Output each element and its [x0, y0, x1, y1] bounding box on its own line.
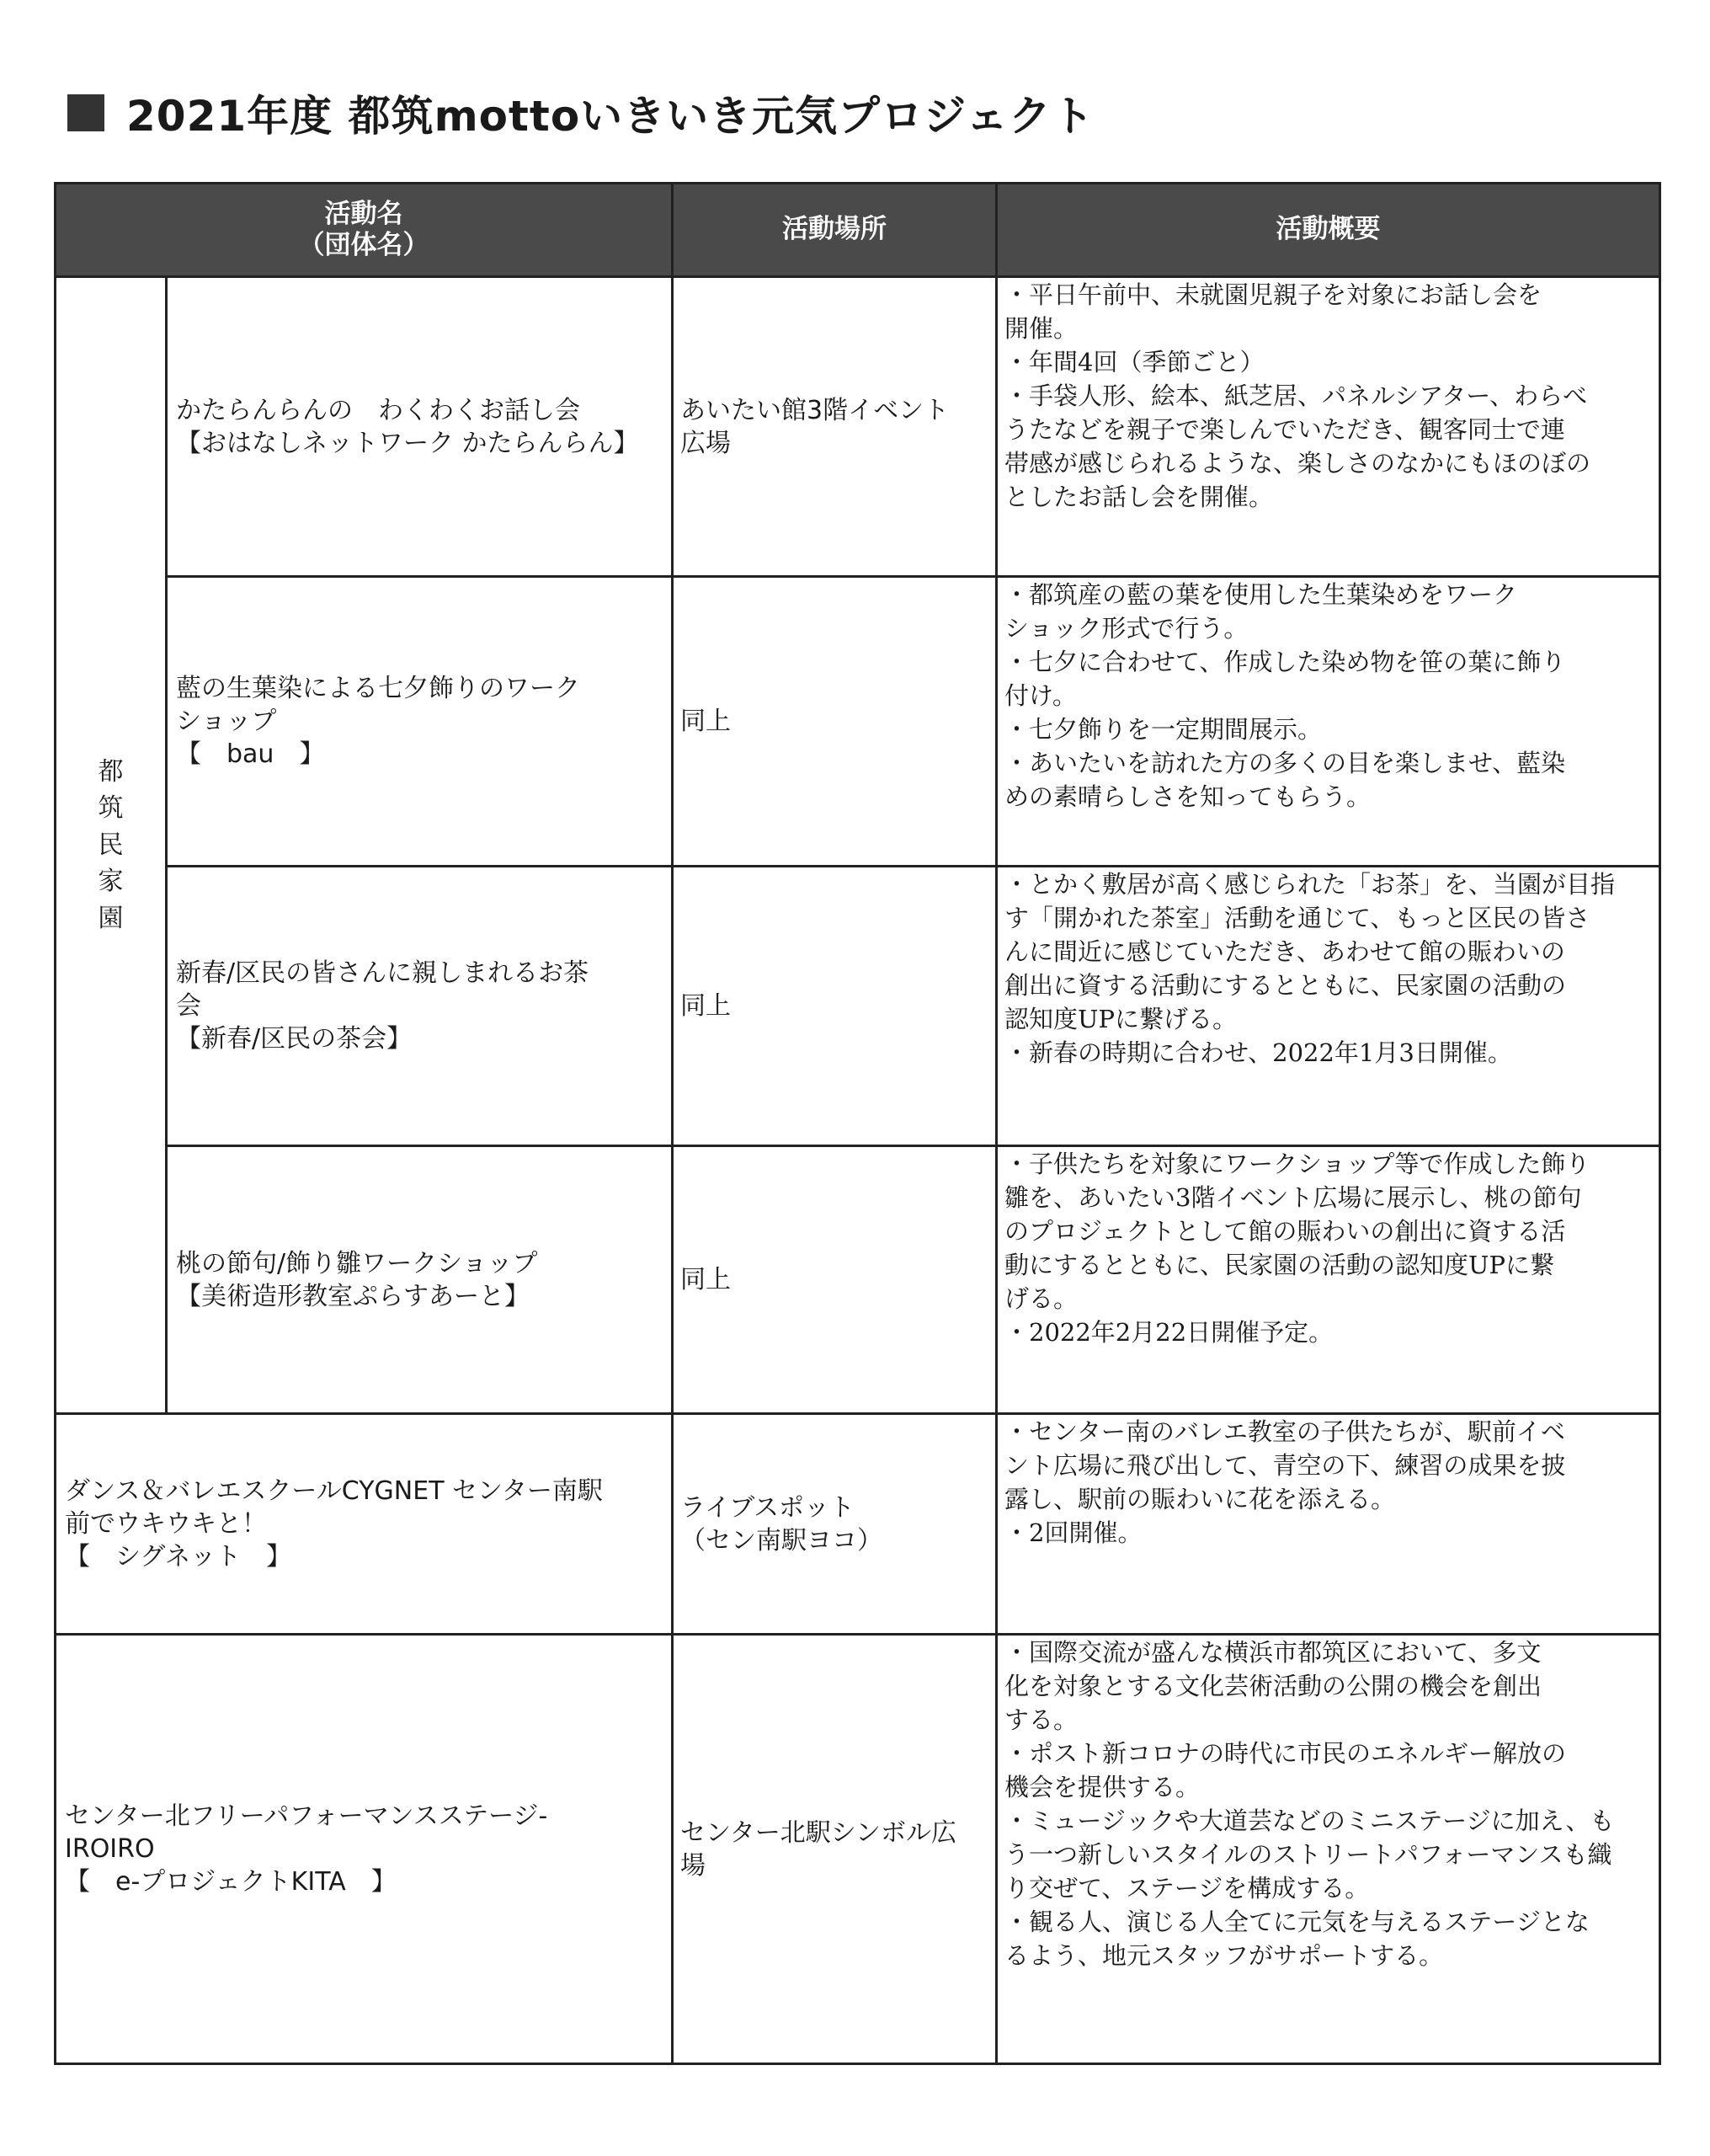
- summary-line: する。: [1004, 1705, 1079, 1735]
- summary-line: げる。: [1004, 1284, 1079, 1314]
- activity-name-cell: [167, 1146, 673, 1414]
- summary-line: ・平日午前中、未就園児親子を対象にお話し会を: [1004, 280, 1542, 309]
- summary-line: 創出に資する活動にするとともに、民家園の活動の: [1004, 971, 1567, 1001]
- activity-summary-cell: [997, 1414, 1660, 1635]
- summary-line: 付け。: [1004, 681, 1077, 711]
- activity-name-cell: [167, 867, 673, 1146]
- summary-line: るよう、地元スタッフがサポートする。: [1004, 1941, 1444, 1971]
- summary-line: ・都筑産の藍の葉を使用した生葉染めをワーク: [1004, 580, 1518, 609]
- table-row: [56, 867, 1660, 1146]
- group-label-char: 家: [98, 867, 124, 897]
- activity-summary-cell: [997, 1146, 1660, 1414]
- group-label-char: 園: [98, 903, 124, 933]
- summary-line: 認知度UPに繋げる。: [1004, 1005, 1237, 1034]
- summary-line: ・ポスト新コロナの時代に市民のエネルギー解放の: [1004, 1739, 1567, 1769]
- group-label-char: 民: [98, 830, 124, 860]
- summary-line: ・2回開催。: [1004, 1518, 1143, 1548]
- activity-place-line: 広場: [680, 428, 731, 458]
- summary-line: ・ミュージックや大道芸などのミニステージに加え、も: [1004, 1806, 1615, 1836]
- activity-place-line: あいたい館3階イベント: [680, 395, 950, 425]
- summary-line: ント広場に飛び出して、青空の下、練習の成果を披: [1004, 1451, 1566, 1481]
- summary-line: ・手袋人形、絵本、紙芝居、パネルシアター、わらべ: [1004, 382, 1588, 411]
- activity-place-cell: [673, 1146, 997, 1414]
- summary-line: のプロジェクトとして館の賑わいの創出に資する活: [1004, 1217, 1566, 1246]
- header-activity-name: [56, 184, 673, 277]
- activity-place-line: 同上: [680, 707, 731, 736]
- activity-name-line: 藍の生葉染による七夕飾りのワーク: [176, 674, 580, 703]
- summary-line: ・とかく敷居が高く感じられた「お茶」を、当園が目指: [1004, 870, 1616, 899]
- activity-name-line: ダンス＆バレエスクールCYGNET センター南駅: [65, 1476, 603, 1506]
- activity-summary-cell: [997, 867, 1660, 1146]
- activity-name-line: 桃の節句/飾り雛ワークショップ: [176, 1248, 538, 1278]
- activity-name-line: かたらんらんの わくわくお話し会: [176, 395, 580, 425]
- activity-name-line: 新春/区民の皆さんに親しまれるお茶: [176, 958, 589, 988]
- summary-line: う一つ新しいスタイルのストリートパフォーマンスも織: [1004, 1840, 1612, 1870]
- table-row: [56, 1146, 1660, 1414]
- table-row: [56, 277, 1660, 577]
- project-table: [54, 182, 1661, 2065]
- activity-summary-cell: [997, 1635, 1660, 2064]
- activity-name-cell: [56, 1414, 673, 1635]
- activity-place-line: 場: [680, 1850, 706, 1881]
- activity-group-line: 【新春/区民の茶会】: [176, 1024, 413, 1054]
- header-activity-name-line1: 活動名: [324, 198, 403, 229]
- summary-line: としたお話し会を開催。: [1004, 483, 1274, 512]
- summary-line: 機会を提供する。: [1004, 1773, 1201, 1802]
- activity-place-cell: [673, 1635, 997, 2064]
- table-row: [56, 1635, 1660, 2064]
- activity-name-line: 前でウキウキと！: [65, 1509, 267, 1539]
- summary-line: うたなどを親子で楽しんでいただき、観客同士で連: [1004, 415, 1565, 445]
- title-square-bullet: [67, 94, 104, 131]
- activity-summary-cell: [997, 577, 1660, 867]
- activity-place-line: （セン南駅ヨコ）: [680, 1525, 882, 1556]
- summary-line: ・七夕飾りを一定期間展示。: [1004, 715, 1323, 744]
- summary-line: ・年間4回（季節ごと）: [1004, 348, 1265, 377]
- summary-line: ショック形式で行う。: [1004, 614, 1249, 643]
- activity-place-line: 同上: [680, 1265, 731, 1294]
- summary-line: ・国際交流が盛んな横浜市都筑区において、多文: [1004, 1638, 1542, 1667]
- activity-name-line: IROIRO: [65, 1834, 155, 1864]
- activity-place-line: ライブスポット: [680, 1492, 855, 1523]
- activity-name-line: ショップ: [176, 707, 277, 736]
- group-label-cell: [56, 277, 167, 1414]
- summary-line: り交ぜて、ステージを構成する。: [1004, 1874, 1370, 1903]
- activity-name-line: 会: [176, 991, 201, 1021]
- summary-line: ・センター南のバレエ教室の子供たちが、駅前イベ: [1004, 1417, 1565, 1446]
- summary-line: 動にするとともに、民家園の活動の認知度UPに繋: [1004, 1251, 1554, 1280]
- summary-line: す「開かれた茶室」活動を通じて、もっと区民の皆さ: [1004, 904, 1590, 933]
- activity-name-cell: [167, 277, 673, 577]
- activity-place-cell: [673, 1414, 997, 1635]
- summary-line: 帯感が感じられるような、楽しさのなかにもほのぼの: [1004, 449, 1591, 478]
- header-activity-place: 活動場所: [673, 184, 997, 277]
- summary-line: 露し、駅前の賑わいに花を添える。: [1004, 1485, 1396, 1514]
- activity-place-cell: [673, 577, 997, 867]
- summary-line: ・七夕に合わせて、作成した染め物を笹の葉に飾り: [1004, 648, 1566, 677]
- activity-name-line: センター北フリーパフォーマンスステージ-: [65, 1801, 548, 1831]
- page-title-text: 2021年度 都筑mottoいきいき元気プロジェクト: [126, 92, 1095, 141]
- summary-line: ・あいたいを訪れた方の多くの目を楽しませ、藍染: [1004, 749, 1566, 778]
- table-header-row: [56, 184, 1660, 277]
- table-row: [56, 1414, 1660, 1635]
- summary-line: 化を対象とする文化芸術活動の公開の機会を創出: [1004, 1672, 1542, 1701]
- activity-group-line: 【 bau 】: [176, 739, 325, 769]
- summary-line: 雛を、あいたい3階イベント広場に展示し、桃の節句: [1004, 1183, 1582, 1213]
- activity-group-line: 【おはなしネットワーク かたらんらん】: [176, 428, 639, 458]
- header-activity-summary: 活動概要: [997, 184, 1660, 277]
- group-label-char: 筑: [98, 793, 124, 824]
- summary-line: んに間近に感じていただき、あわせて館の賑わいの: [1004, 937, 1565, 967]
- summary-line: めの素晴らしさを知ってもらう。: [1004, 782, 1372, 812]
- summary-line: ・観る人、演じる人全てに元気を与えるステージとな: [1004, 1908, 1590, 1937]
- summary-line: ・子供たちを対象にワークショップ等で作成した飾り: [1004, 1150, 1590, 1178]
- header-activity-name-line2: （団体名）: [298, 230, 429, 260]
- activity-group-line: 【 シグネット 】: [65, 1542, 292, 1572]
- summary-line: ・2022年2月22日開催予定。: [1004, 1318, 1334, 1348]
- activity-place-cell: [673, 277, 997, 577]
- activity-group-line: 【美術造形教室ぷらすあーと】: [176, 1281, 530, 1311]
- activity-place-line: センター北駅シンボル広: [680, 1817, 957, 1848]
- activity-place-cell: [673, 867, 997, 1146]
- table-row: [56, 577, 1660, 867]
- activity-summary-cell: [997, 277, 1660, 577]
- group-label-char: 都: [98, 756, 124, 787]
- page-title: [67, 83, 1095, 143]
- summary-line: ・新春の時期に合わせ、2022年1月3日開催。: [1004, 1038, 1512, 1068]
- summary-line: 開催。: [1004, 314, 1079, 344]
- activity-place-line: 同上: [680, 991, 731, 1021]
- activity-group-line: 【 e-プロジェクトKITA 】: [65, 1867, 397, 1897]
- activity-name-cell: [167, 577, 673, 867]
- activity-name-cell: [56, 1635, 673, 2064]
